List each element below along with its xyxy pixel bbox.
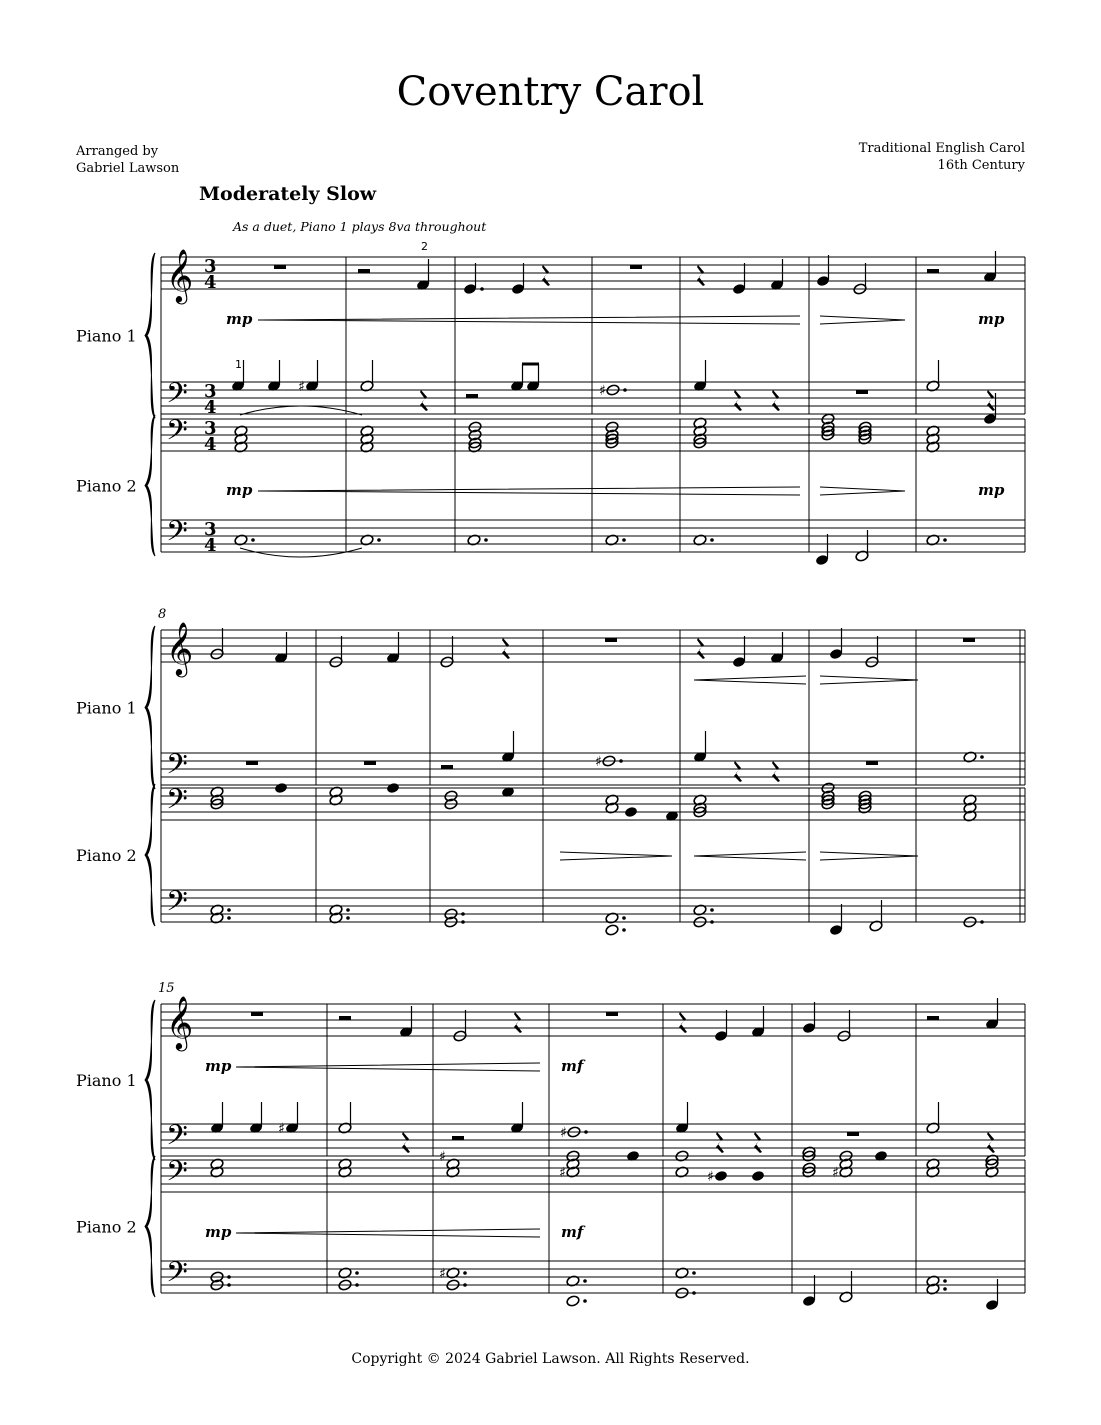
- sharp-accidental: ♯: [560, 1125, 567, 1141]
- whole-rest: [364, 761, 376, 765]
- whole-rest: [630, 265, 642, 269]
- grand-staff-brace: [145, 784, 155, 926]
- augmentation-dot: [227, 908, 231, 912]
- whole-rest: [605, 638, 617, 642]
- crescendo-hairpin: [236, 1063, 540, 1071]
- treble-clef: 𝄞: [166, 621, 194, 675]
- augmentation-dot: [943, 1279, 947, 1283]
- augmentation-dot: [463, 1271, 467, 1275]
- systems: [76, 240, 1025, 1311]
- half-rest: [339, 1016, 351, 1020]
- performance-note: As a duet, Piano 1 plays 8va throughout: [233, 219, 487, 234]
- dynamic-mf: mf: [561, 1057, 584, 1075]
- crescendo-hairpin: [694, 852, 806, 860]
- augmentation-dot: [461, 920, 465, 924]
- augmentation-dot: [623, 388, 627, 392]
- fingering: 1: [235, 358, 242, 371]
- augmentation-dot: [622, 538, 626, 542]
- time-signature-denominator: 4: [204, 535, 217, 556]
- augmentation-dot: [484, 538, 488, 542]
- quarter-rest: [734, 390, 742, 411]
- augmentation-dot: [251, 538, 255, 542]
- augmentation-dot: [355, 1271, 359, 1275]
- decrescendo-hairpin: [820, 316, 905, 324]
- sharp-accidental: ♯: [707, 1169, 714, 1185]
- quarter-rest: [716, 1132, 724, 1153]
- half-rest: [927, 269, 939, 273]
- crescendo-hairpin: [694, 676, 806, 684]
- dynamic-mp: mp: [205, 1057, 232, 1075]
- whole-rest: [963, 638, 975, 642]
- augmentation-dot: [692, 1291, 696, 1295]
- crescendo-hairpin: [258, 316, 800, 324]
- bass-clef: 𝄢: [166, 1119, 188, 1159]
- crescendo-hairpin: [236, 1229, 540, 1237]
- bass-clef: 𝄢: [166, 783, 188, 823]
- augmentation-dot: [980, 755, 984, 759]
- augmentation-dot: [692, 1271, 696, 1275]
- time-signature-numerator: 3: [204, 519, 217, 540]
- augmentation-dot: [227, 1283, 231, 1287]
- quarter-rest: [772, 761, 780, 782]
- notation: [205, 998, 999, 1311]
- sharp-accidental: ♯: [298, 379, 305, 395]
- quarter-rest: [987, 390, 995, 411]
- augmentation-dot: [355, 1283, 359, 1287]
- bass-clef: 𝄢: [166, 1256, 188, 1296]
- augmentation-dot: [943, 538, 947, 542]
- decrescendo-hairpin: [820, 487, 905, 495]
- augmentation-dot: [346, 916, 350, 920]
- bass-clef: 𝄢: [166, 414, 188, 454]
- augmentation-dot: [463, 1283, 467, 1287]
- sharp-accidental: ♯: [559, 1165, 566, 1181]
- part-label-piano-2: Piano 2: [76, 476, 137, 496]
- notehead: [751, 1170, 765, 1182]
- bass-clef: 𝄢: [166, 748, 188, 788]
- bass-clef: 𝄢: [166, 885, 188, 925]
- treble-clef: 𝄞: [166, 248, 194, 302]
- crescendo-hairpin: [258, 487, 800, 495]
- quarter-rest: [679, 1012, 687, 1033]
- sharp-accidental: ♯: [439, 1266, 446, 1282]
- notehead: [274, 782, 288, 794]
- dynamic-mp: mp: [226, 310, 253, 328]
- dynamic-mf: mf: [561, 1223, 584, 1241]
- grand-staff-brace: [145, 253, 155, 418]
- whole-rest: [856, 390, 868, 394]
- quarter-rest: [734, 761, 742, 782]
- quarter-rest: [772, 390, 780, 411]
- augmentation-dot: [622, 916, 626, 920]
- part-label-piano-2: Piano 2: [76, 846, 137, 865]
- treble-clef: 𝄞: [166, 995, 194, 1049]
- bass-clef: 𝄢: [166, 377, 188, 417]
- augmentation-dot: [584, 1130, 588, 1134]
- notehead: [714, 1170, 728, 1182]
- fingering: 2: [421, 240, 428, 253]
- time-signature-denominator: 4: [204, 434, 217, 455]
- augmentation-dot: [980, 920, 984, 924]
- augmentation-dot: [583, 1279, 587, 1283]
- decrescendo-hairpin: [560, 852, 672, 860]
- notehead: [605, 924, 619, 936]
- sharp-accidental: ♯: [595, 754, 602, 770]
- quarter-rest: [697, 265, 705, 286]
- whole-rest: [274, 265, 286, 269]
- part-label-piano-1: Piano 1: [76, 1071, 137, 1090]
- system: [76, 607, 1025, 926]
- quarter-rest: [402, 1132, 410, 1153]
- decrescendo-hairpin: [820, 852, 918, 860]
- arranger-name: Gabriel Lawson: [76, 161, 180, 176]
- quarter-rest: [514, 1012, 522, 1033]
- augmentation-dot: [227, 1275, 231, 1279]
- augmentation-dot: [377, 538, 381, 542]
- time-signature-denominator: 4: [204, 397, 217, 418]
- half-rest: [927, 1016, 939, 1020]
- quarter-rest: [754, 1132, 762, 1153]
- grand-staff-brace: [145, 1000, 155, 1160]
- quarter-rest: [697, 638, 705, 659]
- bass-clef: 𝄢: [166, 515, 188, 555]
- half-rest: [466, 394, 478, 398]
- augmentation-dot: [619, 759, 623, 763]
- part-label-piano-1: Piano 1: [76, 698, 137, 718]
- whole-rest: [606, 1012, 618, 1016]
- augmentation-dot: [227, 916, 231, 920]
- whole-rest: [847, 1132, 859, 1136]
- whole-rest: [866, 761, 878, 765]
- time-signature-numerator: 3: [204, 418, 217, 439]
- whole-rest: [251, 1012, 263, 1016]
- sharp-accidental: ♯: [832, 1165, 839, 1181]
- system: [76, 248, 1025, 556]
- part-label-piano-1: Piano 1: [76, 326, 137, 346]
- arranger-label: Arranged by: [76, 144, 159, 159]
- part-label-piano-2: Piano 2: [76, 1217, 137, 1237]
- time-signature-numerator: 3: [204, 256, 217, 277]
- augmentation-dot: [480, 287, 484, 291]
- notehead: [624, 806, 638, 818]
- source-origin: Traditional English Carol: [858, 141, 1025, 156]
- grand-staff-brace: [145, 415, 155, 556]
- measure-number: 8: [158, 607, 167, 622]
- half-rest: [441, 765, 453, 769]
- quarter-rest: [542, 265, 550, 286]
- time-signature-denominator: 4: [204, 272, 217, 293]
- augmentation-dot: [710, 538, 714, 542]
- source-century: 16th Century: [937, 158, 1025, 173]
- system: [76, 981, 1025, 1297]
- augmentation-dot: [583, 1299, 587, 1303]
- dynamic-mp: mp: [205, 1223, 232, 1241]
- sharp-accidental: ♯: [278, 1121, 285, 1137]
- time-signature-numerator: 3: [204, 381, 217, 402]
- augmentation-dot: [943, 1287, 947, 1291]
- quarter-rest: [502, 638, 510, 659]
- whole-rest: [246, 761, 258, 765]
- dynamic-mp: mp: [978, 310, 1005, 328]
- dynamic-mp: mp: [226, 481, 253, 499]
- sharp-accidental: ♯: [599, 383, 606, 399]
- half-rest: [358, 269, 370, 273]
- quarter-rest: [420, 390, 428, 411]
- copyright-notice: Copyright © 2024 Gabriel Lawson. All Rights Reserved.: [351, 1351, 750, 1367]
- decrescendo-hairpin: [820, 676, 918, 684]
- quarter-rest: [987, 1132, 995, 1153]
- augmentation-dot: [461, 912, 465, 916]
- measure-number: 15: [158, 981, 175, 996]
- dynamic-mp: mp: [978, 481, 1005, 499]
- grand-staff-brace: [145, 1156, 155, 1297]
- bass-clef: 𝄢: [166, 1155, 188, 1195]
- sharp-accidental: ♯: [439, 1149, 446, 1165]
- half-rest: [452, 1136, 464, 1140]
- augmentation-dot: [622, 928, 626, 932]
- augmentation-dot: [346, 908, 350, 912]
- augmentation-dot: [710, 920, 714, 924]
- augmentation-dot: [710, 908, 714, 912]
- page-title: Coventry Carol: [396, 69, 705, 115]
- tempo-marking: Moderately Slow: [199, 183, 377, 205]
- notehead: [566, 1295, 580, 1307]
- grand-staff-brace: [145, 626, 155, 789]
- notehead: [386, 782, 400, 794]
